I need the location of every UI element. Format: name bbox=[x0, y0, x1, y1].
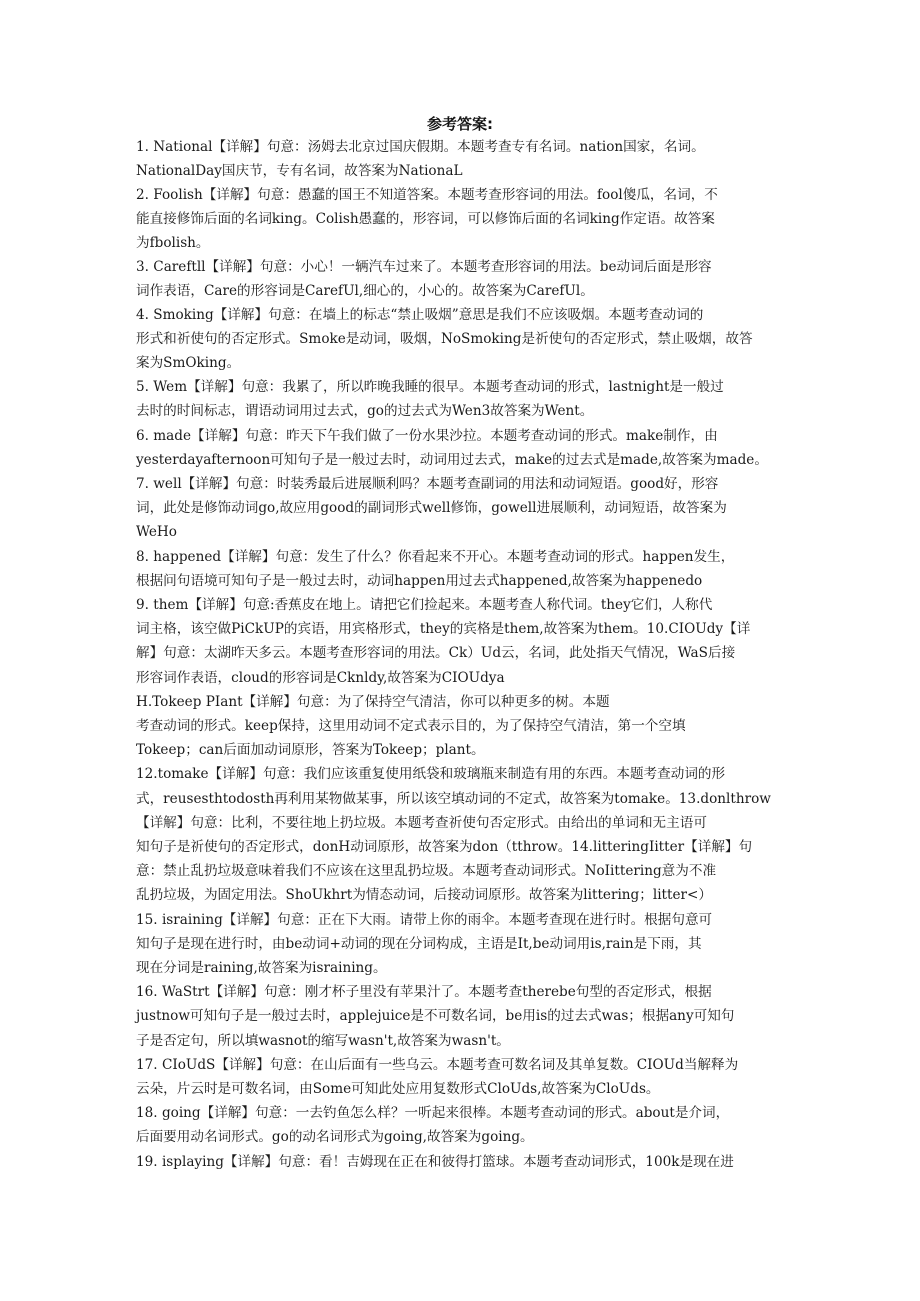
answer-line: 9. them【详解】句意:香蕉皮在地上。请把它们捡起来。本题考查人称代词。they它们，人称代 bbox=[136, 597, 713, 613]
answer-line: 6. made【详解】句意：昨天下午我们做了一份水果沙拉。本题考查动词的形式。make制作，由 bbox=[136, 428, 718, 444]
answer-line: 12.tomake【详解】句意：我们应该重复使用纸袋和玻璃瓶来制造有用的东西。本题考查动词的形 bbox=[136, 766, 726, 782]
answer-line: 云朵，片云时是可数名词，由Some可知此处应用复数形式CloUds,故答案为CloUds。 bbox=[136, 1081, 660, 1097]
answer-line: 后面要用动名词形式。go的动名词形式为going,故答案为going。 bbox=[136, 1129, 534, 1145]
answer-line: 知句子是祈使句的否定形式，donH动词原形，故答案为don（tthrow。14.litteringIitter【详解】句 bbox=[136, 839, 753, 855]
answer-line: 5. Wem【详解】句意：我累了，所以昨晚我睡的很早。本题考查动词的形式，lastnight是一般过 bbox=[136, 379, 724, 395]
answer-line: 19. isplaying【详解】句意：看！吉姆现在正在和彼得打篮球。本题考查动词形式，100k是现在进 bbox=[136, 1154, 734, 1170]
answer-line: 乱扔垃圾，为固定用法。ShoUkhrt为情态动词，后接动词原形。故答案为littering；litter<） bbox=[136, 887, 712, 903]
answer-line: NationalDay国庆节，专有名词，故答案为NationaL bbox=[136, 163, 463, 179]
answer-line: 15. israining【详解】句意：正在下大雨。请带上你的雨伞。本题考查现在进行时。根据句意可 bbox=[136, 912, 713, 928]
answer-line: 【详解】句意：比利，不要往地上扔垃圾。本题考查祈使句否定形式。由给出的单词和无主语可 bbox=[136, 815, 707, 831]
answer-line: 意：禁止乱扔垃圾意味着我们不应该在这里乱扔垃圾。本题考查动词形式。NoIittering意为不准 bbox=[136, 863, 717, 879]
answer-line: H.Tokeep PIant【详解】句意：为了保持空气清洁，你可以种更多的树。本题 bbox=[136, 694, 610, 710]
answer-line: 知句子是现在进行时，由be动词+动词的现在分词构成，主语是It,be动词用is,rain是下雨，其 bbox=[136, 936, 702, 952]
answer-line: 解】句意：太湖昨天多云。本题考查形容词的用法。Ck）Ud云，名词，此处指天气情况，WaS后接 bbox=[136, 645, 736, 661]
answer-line: 子是否定句，所以填wasnot的缩写wasn't,故答案为wasn't。 bbox=[136, 1033, 510, 1049]
answer-line: 1. National【详解】句意：汤姆去北京过国庆假期。本题考查专有名词。nation国家，名词。 bbox=[136, 139, 705, 155]
answer-line: 4. Smoking【详解】句意：在墙上的标志“禁止吸烟”意思是我们不应该吸烟。本题考查动词的 bbox=[136, 307, 704, 323]
answer-line: 为fbolish。 bbox=[136, 235, 210, 251]
answer-line: 2. Foolish【详解】句意：愚蠢的国王不知道答案。本题考查形容词的用法。fool傻瓜，名词，不 bbox=[136, 187, 718, 203]
answer-line: Tokeep；can后面加动词原形，答案为Tokeep；plant。 bbox=[136, 742, 485, 758]
answer-line: 根据问句语境可知句子是一般过去时，动词happen用过去式happened,故答案为happenedo bbox=[136, 573, 703, 589]
answer-line: 式，reusesthtodosth再利用某物做某事，所以该空填动词的不定式，故答案为tomake。13.donlthrow bbox=[136, 791, 771, 807]
answer-line: WeHo bbox=[136, 524, 177, 540]
answer-line: 8. happened【详解】句意：发生了什么？你看起来不开心。本题考查动词的形式。happen发生， bbox=[136, 549, 735, 565]
answer-line: 词，此处是修饰动词go,故应用good的副词形式well修饰，gowell进展顺利，动词短语，故答案为 bbox=[136, 500, 727, 516]
answer-line: 考查动词的形式。keep保持，这里用动词不定式表示目的，为了保持空气清洁，第一个空填 bbox=[136, 718, 686, 734]
answer-line: yesterdayafternoon可知句子是一般过去时，动词用过去式，make的过去式是made,故答案为made。 bbox=[136, 452, 768, 468]
answer-line: 能直接修饰后面的名词king。Colish愚蠢的，形容词，可以修饰后面的名词king作定语。故答案 bbox=[136, 211, 715, 227]
answer-line: 18. going【详解】句意：一去钓鱼怎么样？一听起来很棒。本题考查动词的形式。about是介词， bbox=[136, 1105, 730, 1121]
answer-line: 7. well【详解】句意：时装秀最后进展顺利吗？本题考查副词的用法和动词短语。good好，形容 bbox=[136, 476, 719, 492]
answer-line: 形式和祈使句的否定形式。Smoke是动词，吸烟，NoSmoking是祈使句的否定形式，禁止吸烟，故答 bbox=[136, 331, 753, 347]
answer-line: 现在分词是raining,故答案为israining。 bbox=[136, 960, 387, 976]
answer-line: 去时的时间标志，谓语动词用过去式，go的过去式为Wen3故答案为Went。 bbox=[136, 403, 594, 419]
answer-line: 词主格，该空做PiCkUP的宾语，用宾格形式，they的宾格是them,故答案为them。10.CIOUdy【详 bbox=[136, 621, 751, 637]
answer-line: 16. WaStrt【详解】句意：刚才杯子里没有苹果汁了。本题考查therebe句型的否定形式，根据 bbox=[136, 984, 712, 1000]
answer-line: 词作表语，Care的形容词是CarefUl,细心的，小心的。故答案为CarefUl。 bbox=[136, 283, 594, 299]
answer-line: 17. CIoUdS【详解】句意：在山后面有一些乌云。本题考查可数名词及其单复数。CIOUd当解释为 bbox=[136, 1057, 739, 1073]
answer-line: justnow可知句子是一般过去时，applejuice是不可数名词，be用is的过去式was；根据any可知句 bbox=[136, 1008, 735, 1024]
answer-line: 案为SmOking。 bbox=[136, 355, 241, 371]
answer-line: 形容词作表语，cloud的形容词是Cknldy,故答案为CIOUdya bbox=[136, 670, 505, 686]
page-title: 参考答案: bbox=[427, 115, 493, 133]
answer-line: 3. Careftll【详解】句意：小心！一辆汽车过来了。本题考查形容词的用法。be动词后面是形容 bbox=[136, 259, 712, 275]
